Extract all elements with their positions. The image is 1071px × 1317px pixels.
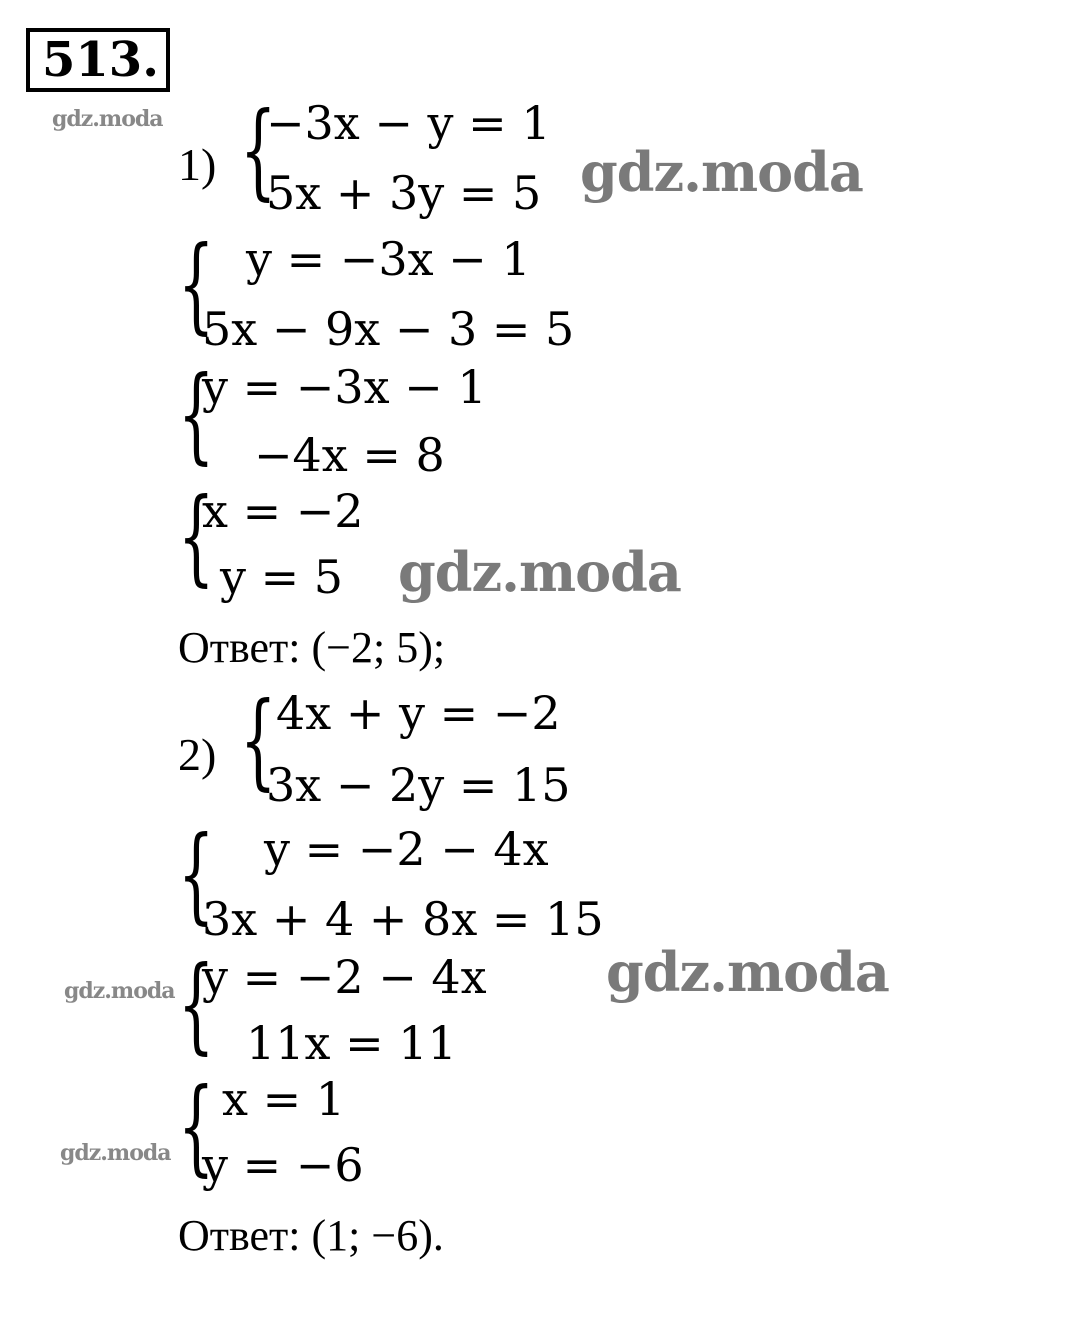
part2-answer: Ответ: (1; −6). (178, 1211, 444, 1260)
part1-system-eq1: −3x − y = 1 (266, 96, 551, 150)
watermark-small-1: gdz.moda (52, 106, 163, 132)
part2-step1-eq2: 3x + 4 + 8x = 15 (202, 892, 604, 946)
part1-step2-eq2: −4x = 8 (254, 428, 445, 482)
part2-label: 2) (178, 729, 217, 780)
part1-step1-brace: { (178, 223, 215, 345)
part2-step2-eq2: 11x = 11 (246, 1016, 457, 1070)
watermark-large-2: gdz.moda (398, 540, 681, 604)
part2-step2-brace: { (178, 943, 215, 1065)
part1-system-eq2: 5x + 3y = 5 (266, 166, 542, 220)
part1-step3-eq1: x = −2 (202, 484, 364, 538)
part2-step1-eq1: y = −2 − 4x (264, 822, 549, 876)
part2-system-brace: { (240, 679, 277, 801)
watermark-small-3: gdz.moda (60, 1140, 171, 1166)
problem-number: 513. (26, 28, 170, 92)
part2-step3-eq1: x = 1 (222, 1072, 345, 1126)
part1-step1-eq2: 5x − 9x − 3 = 5 (202, 302, 575, 356)
part2-system-eq1: 4x + y = −2 (276, 686, 561, 740)
part1-step3-eq2: y = 5 (220, 550, 344, 604)
part2-step1-brace: { (178, 813, 215, 935)
watermark-large-3: gdz.moda (606, 940, 889, 1004)
part2-step2-eq1: y = −2 − 4x (202, 950, 487, 1004)
part1-system-brace: { (240, 89, 277, 211)
part1-answer: Ответ: (−2; 5); (178, 623, 446, 672)
part1-label: 1) (178, 139, 217, 190)
part1-step2-eq1: y = −3x − 1 (202, 360, 487, 414)
part1-step2-brace: { (178, 353, 215, 475)
part2-system-eq2: 3x − 2y = 15 (266, 758, 571, 812)
watermark-large-1: gdz.moda (580, 140, 863, 204)
watermark-small-2: gdz.moda (64, 978, 175, 1004)
part1-step3-brace: { (178, 475, 215, 597)
part2-step3-eq2: y = −6 (202, 1138, 364, 1192)
part1-step1-eq1: y = −3x − 1 (246, 232, 531, 286)
part2-step3-brace: { (178, 1065, 215, 1187)
